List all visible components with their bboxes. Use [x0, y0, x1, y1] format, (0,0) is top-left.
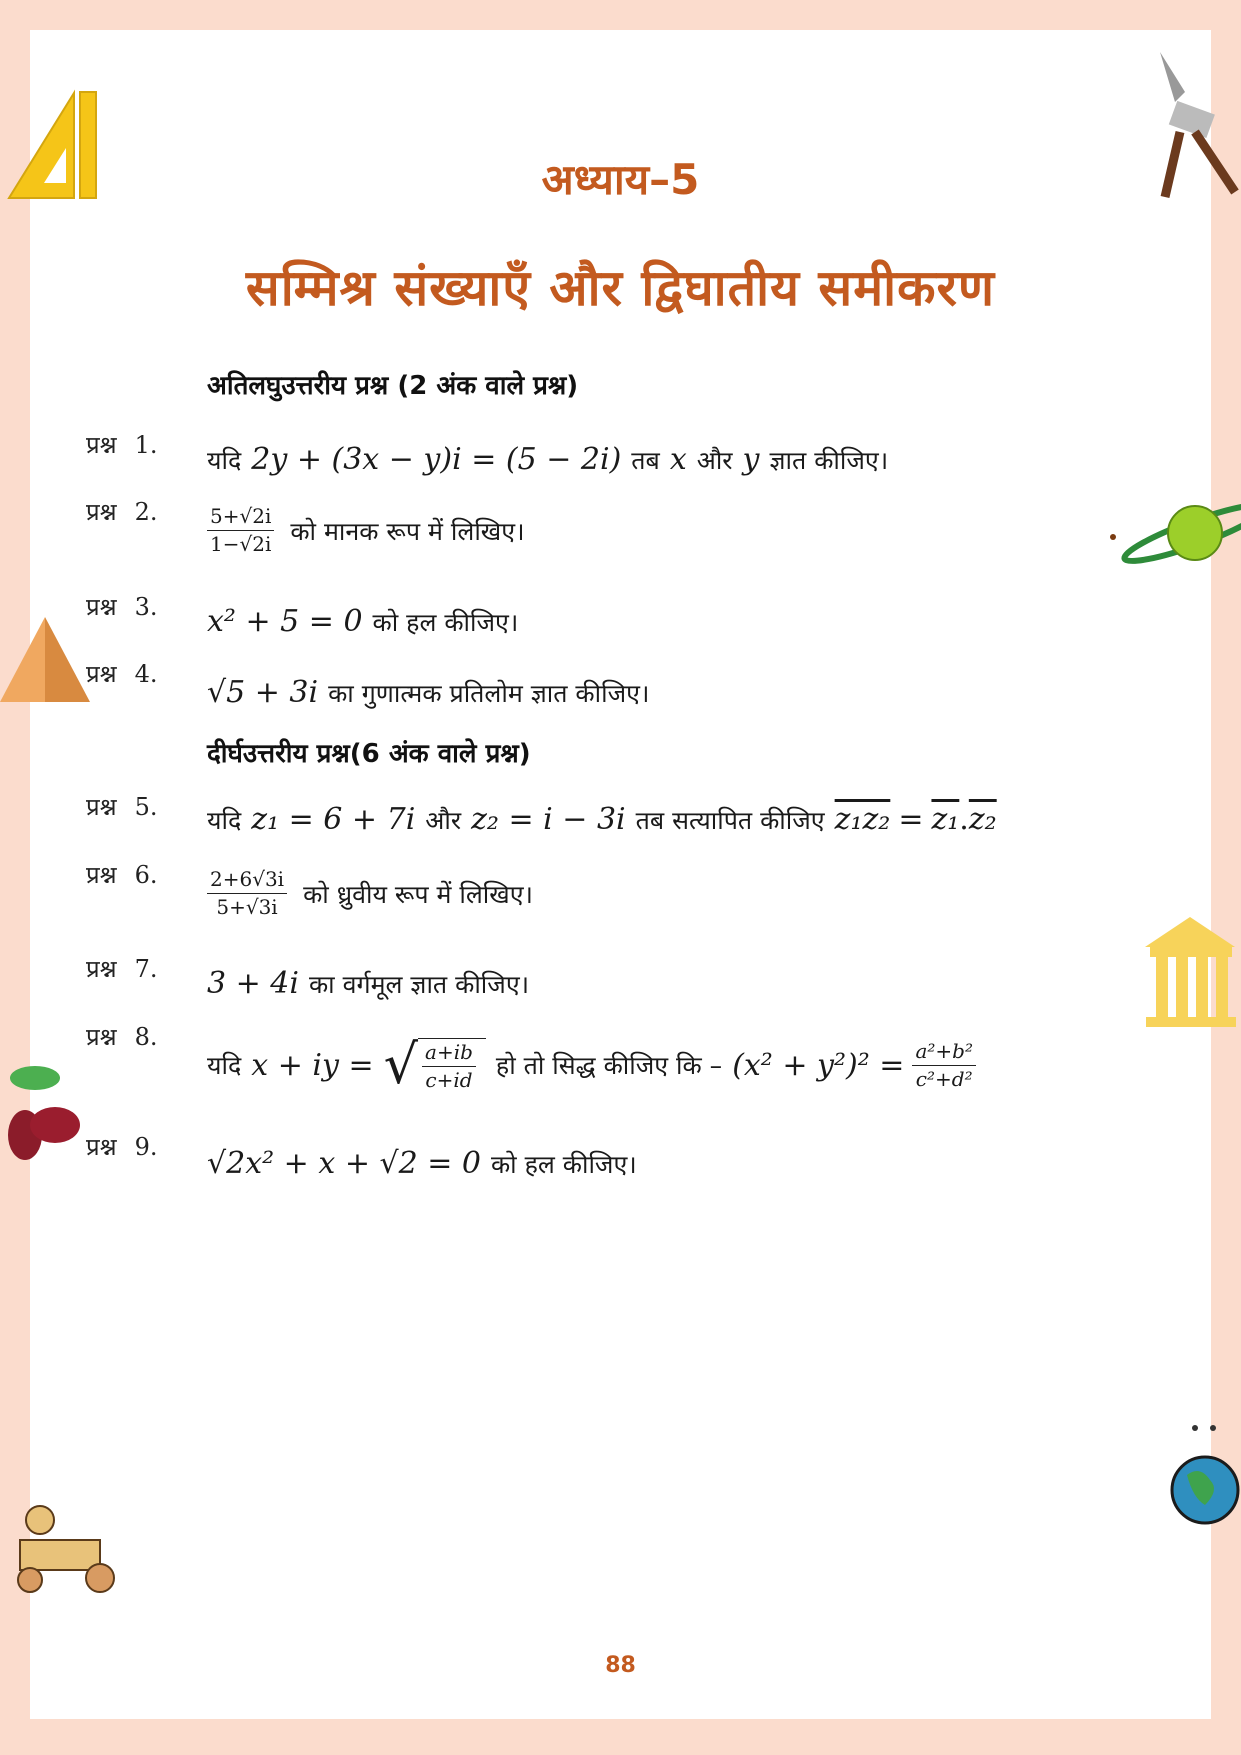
question-6 [0, 858, 1241, 918]
chapter-heading: अध्याय–5 [541, 155, 700, 204]
q1-x: x [669, 442, 687, 477]
q1-mid: तब [631, 445, 660, 475]
question-1 [0, 428, 1241, 488]
question-label: प्रश्न 8. [86, 1023, 158, 1051]
question-label: प्रश्न 3. [86, 593, 158, 621]
q1-and: और [696, 445, 733, 475]
q1-pre: यदि [207, 445, 242, 475]
q5-r1: z₁ [931, 802, 960, 837]
question-label: प्रश्न 6. [86, 861, 158, 889]
question-label: प्रश्न 1. [86, 431, 158, 459]
q3-expr: x² + 5 = 0 [207, 604, 363, 639]
q7-expr: 3 + 4i [207, 966, 299, 1001]
q8-pre: यदि [207, 1051, 242, 1080]
question-label: प्रश्न 2. [86, 498, 158, 526]
q5-pre: यदि [207, 805, 242, 835]
question-label: प्रश्न 5. [86, 793, 158, 821]
machine-icon [0, 1500, 130, 1600]
q5-r2: z₂ [968, 802, 997, 837]
q9-expr: √2x² + x + √2 = 0 [207, 1146, 481, 1181]
section-heading-long: दीर्घउत्तरीय प्रश्न(6 अंक वाले प्रश्न) [207, 739, 531, 769]
question-5 [0, 790, 1241, 850]
question-2 [0, 495, 1241, 555]
chapter-title: सम्मिश्र संख्याएँ और द्विघातीय समीकरण [245, 259, 996, 317]
q2-fraction: $\frac{5+√2i}{1-√2i}$ [207, 505, 274, 556]
q3-post: को हल कीजिए। [372, 607, 519, 637]
q6-post: को ध्रुवीय रूप में लिखिए। [303, 879, 534, 909]
question-3 [0, 590, 1241, 650]
earth-icon [1165, 1420, 1241, 1530]
q2-post: को मानक रूप में लिखिए। [290, 516, 525, 546]
q1-y: y [742, 442, 760, 477]
q8-rhs: (x² + y²)² = [732, 1047, 905, 1083]
question-8 [0, 1020, 1241, 1120]
q5-dot: . [959, 802, 969, 837]
question-4 [0, 657, 1241, 717]
q5-mid: तब सत्यापित कीजिए [635, 805, 825, 835]
question-label: प्रश्न 9. [86, 1133, 158, 1161]
q5-z1: z₁ = 6 + 7i [251, 802, 416, 837]
question-label: प्रश्न 4. [86, 660, 158, 688]
question-7 [0, 952, 1241, 1012]
q8-fraction: $\frac{\text{a²+b²}}{\text{c²+d²}}$ [912, 1040, 976, 1091]
q8-radical: √ $\frac{a+ib}{c+id}$ [384, 1038, 486, 1092]
q1-expr: 2y + (3x − y)i = (5 − 2i) [251, 442, 622, 477]
q5-eq: = [898, 802, 924, 837]
page-number: 88 [605, 1653, 636, 1678]
q6-fraction: $\frac{2+6√3i}{5+√3i}$ [207, 868, 287, 919]
q7-post: का वर्गमूल ज्ञात कीजिए। [308, 969, 530, 999]
q5-and: और [425, 805, 462, 835]
section-heading-short: अतिलघुउत्तरीय प्रश्न (2 अंक वाले प्रश्न) [207, 371, 579, 401]
q4-post: का गुणात्मक प्रतिलोम ज्ञात कीजिए। [328, 678, 650, 708]
q5-z2: z₂ = i − 3i [471, 802, 626, 837]
q8-mid: हो तो सिद्ध कीजिए कि – [495, 1051, 723, 1080]
q1-post: ज्ञात कीजिए। [769, 445, 889, 475]
q9-post: को हल कीजिए। [490, 1149, 637, 1179]
q4-expr: √5 + 3i [207, 675, 319, 710]
q8-lhs: x + iy = [251, 1047, 374, 1083]
q5-lhs: z₁z₂ [834, 802, 891, 837]
question-label: प्रश्न 7. [86, 955, 158, 983]
question-9 [0, 1130, 1241, 1190]
